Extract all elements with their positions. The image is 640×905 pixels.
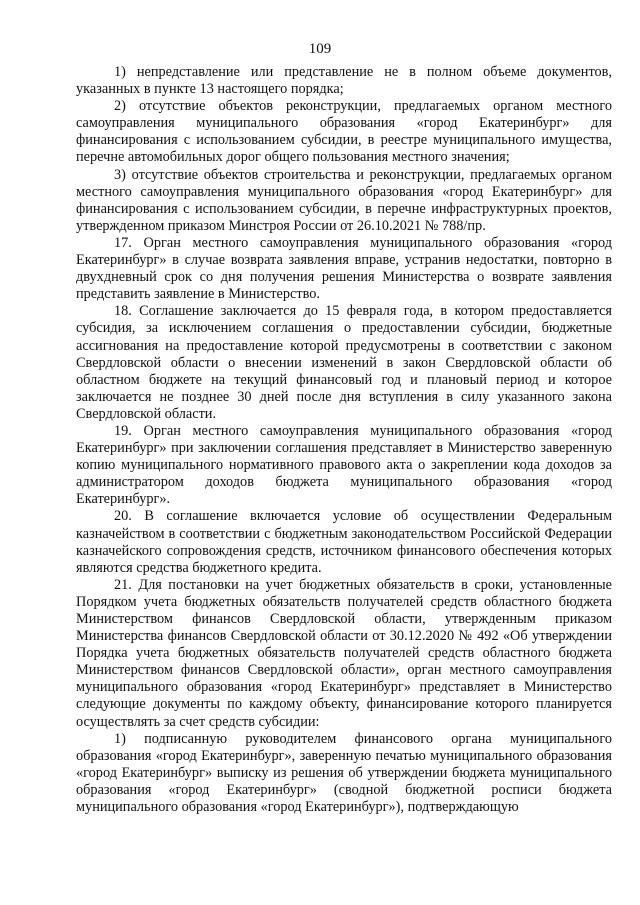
paragraph-16-item-3: 3) отсутствие объектов строительства и реконструкции, предлагаемых органом местного самоуправления муниципального образования «город Екатеринбург» для финансирования с использованием субсидии, в перечне инфраструктурных проектов, утвержденном приказом Минстроя России от 26.10.2021 № 788/пр. — [76, 166, 612, 234]
page-number: 109 — [308, 41, 332, 57]
paragraph-17: 17. Орган местного самоуправления муниципального образования «город Екатеринбург» в случае возврата заявления вправе, устранив недостатки, повторно в двухдневный срок со дня получения решения Министерства о возврате заявления представить заявление в Министерство. — [76, 234, 612, 303]
paragraph-19: 19. Орган местного самоуправления муниципального образования «город Екатеринбург» при заключении соглашения представляет в Министерство заверенную копию муниципального нормативного правового акта о закреплении кода доходов за администратором доходов бюджета муниципального образования «город Екатеринбург». — [76, 422, 612, 508]
paragraph-16-item-1: 1) непредставление или представление не в полном объеме документов, указанных в пункте 13 настоящего порядка; — [76, 64, 612, 98]
paragraph-18: 18. Соглашение заключается до 15 февраля года, в котором предоставляется субсидия, за исключением соглашения о предоставлении субсидии, бюджетные ассигнования на предоставление которой предусмотрены в соответствии с законом Свердловской области о внесении изменений в закон Свердловской области об областном бюджете на текущий финансовый год и плановый период и которое заключается не позднее 30 дней после дня вступления в силу указанного закона Свердловской области. — [76, 303, 612, 422]
paragraph-21: 21. Для постановки на учет бюджетных обязательств в сроки, установленные Порядком учета бюджетных обязательств получателей средств областного бюджета Министерством финансов Свердловской области, утвержденным приказом Министерства финансов Свердловской области от 30.12.2020 № 492 «Об утверждении Порядка учета бюджетных обязательств получателей средств областного бюджета Министерством финансов Свердловской области», орган местного самоуправления муниципального образования «город Екатеринбург» представляет в Министерство следующие документы по каждому объекту, финансирование которого планируется осуществлять за счет средств субсидии: — [76, 576, 612, 730]
paragraph-21-item-1: 1) подписанную руководителем финансового органа муниципального образования «город Екатеринбург», заверенную печатью муниципального образования «город Екатеринбург» выписку из решения об утверждении бюджета муниципального образования «город Екатеринбург» (сводной бюджетной росписи бюджета муниципального образования «город Екатеринбург»), подтверждающую — [76, 730, 612, 816]
document-body — [76, 64, 612, 816]
paragraph-20: 20. В соглашение включается условие об осуществлении Федеральным казначейством в соответствии с бюджетным законодательством Российской Федерации казначейского сопровождения средств, источником финансового обеспечения которых являются средства бюджетного кредита. — [76, 508, 612, 576]
paragraph-16-item-2: 2) отсутствие объектов реконструкции, предлагаемых органом местного самоуправления муниципального образования «город Екатеринбург» для финансирования с использованием субсидии, в реестре муниципального имущества, перечне автомобильных дорог общего пользования местного значения; — [76, 98, 612, 166]
